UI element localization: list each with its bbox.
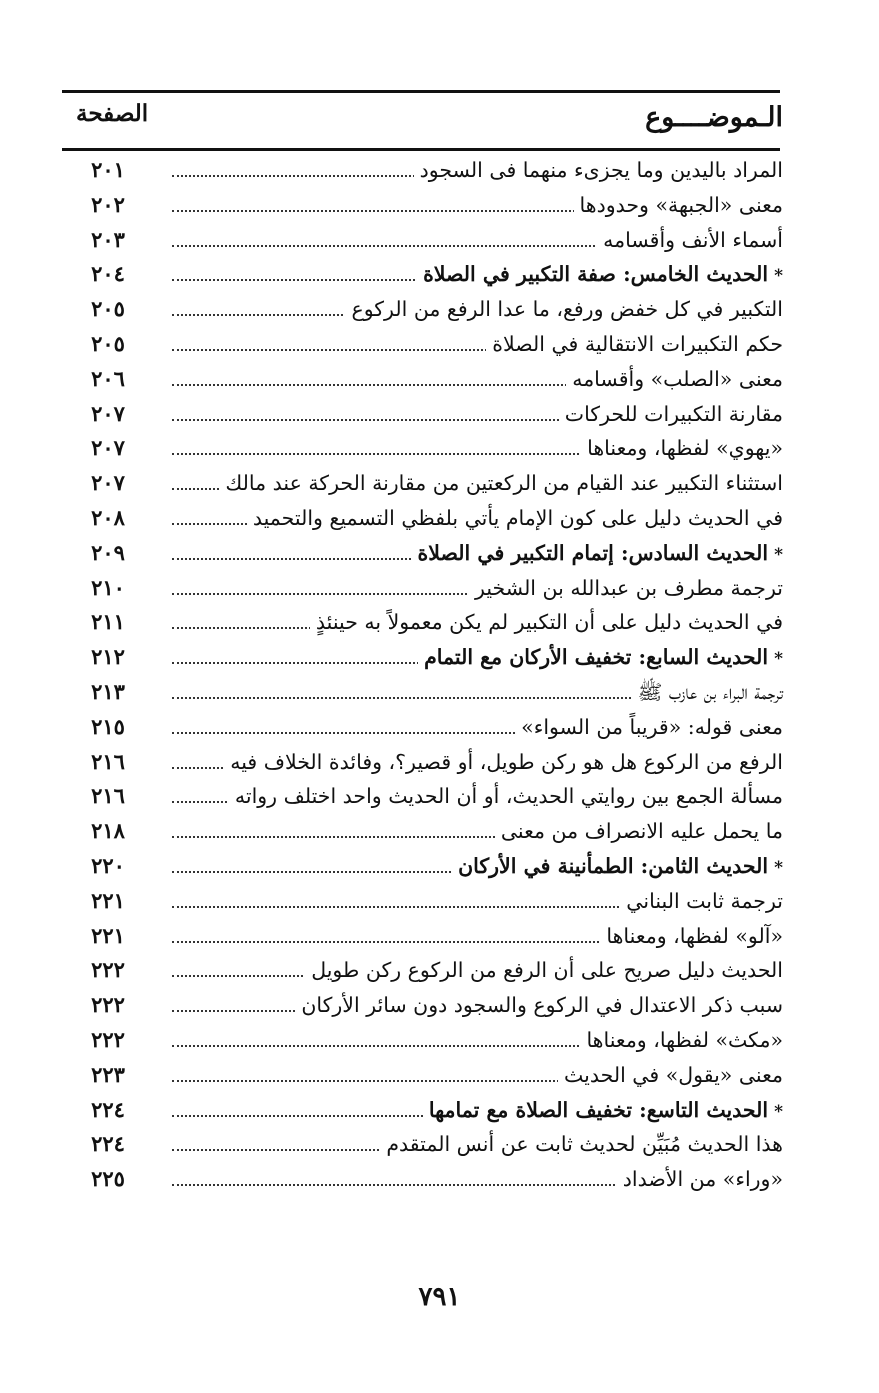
entry-page-number: ٢١٣ — [91, 678, 125, 704]
entry-title — [495, 817, 783, 845]
entry-page-number: ٢٢١ — [91, 887, 125, 913]
entry-page-number: ٢٠٨ — [91, 504, 125, 530]
toc-entry — [0, 1163, 879, 1198]
entry-title-text: الحديث الثامن: الطمأنينة في الأركان — [458, 853, 769, 878]
entry-title-text: حكم التكبيرات الانتقالية في الصلاة — [492, 331, 783, 356]
entry-title — [559, 400, 783, 428]
entry-title — [574, 191, 783, 219]
toc-section-heading — [0, 1094, 879, 1129]
toc-entry — [0, 154, 879, 189]
entry-page-number: ٢٠٧ — [91, 400, 125, 426]
toc-list — [0, 154, 879, 1198]
toc-entry — [0, 328, 879, 363]
entry-title-text: هذا الحديث مُبَيِّن لحديث ثابت عن أنس المتقدم — [386, 1132, 783, 1157]
entry-title — [580, 1026, 783, 1054]
entry-title-text: معنى «يقول» في الحديث — [564, 1062, 783, 1087]
toc-entry — [0, 189, 879, 224]
toc-entry — [0, 606, 879, 641]
entry-title — [380, 1130, 783, 1158]
toc-entry — [0, 815, 879, 850]
entry-page-number: ٢١٢ — [91, 644, 125, 670]
entry-title-text: المراد باليدين وما يجزىء منهما فى السجود — [419, 158, 783, 182]
entry-page-number: ٢١١ — [91, 609, 125, 635]
topic-column-header: الـموضــــوع — [645, 102, 783, 133]
entry-title — [229, 782, 783, 810]
toc-entry — [0, 572, 879, 607]
toc-entry — [0, 293, 879, 328]
entry-title-text: ما يحمل عليه الانصراف من معنى — [500, 819, 783, 844]
toc-entry — [0, 711, 879, 746]
toc-entry — [0, 1059, 879, 1094]
entry-title-text: ترجمة مطرف بن عبدالله بن الشخير — [475, 575, 783, 600]
entry-title-text: الحديث السادس: إتمام التكبير في الصلاة — [417, 540, 769, 565]
entry-page-number: ٢٢٥ — [91, 1166, 125, 1192]
toc-section-heading — [0, 641, 879, 676]
toc-entry — [0, 1024, 879, 1059]
entry-title-text: «وراء» من الأضداد — [622, 1167, 783, 1192]
entry-title-text: أسماء الأنف وأقسامه — [603, 227, 783, 252]
entry-title-text: الحديث التاسع: تخفيف الصلاة مع تمامها — [428, 1097, 769, 1122]
entry-title-text: معنى «الصلب» وأقسامه — [572, 366, 783, 391]
entry-title — [452, 852, 783, 882]
entry-title-text: استثناء التكبير عند القيام من الركعتين من مقارنة الحركة عند مالك — [225, 471, 783, 496]
entry-page-number: ٢٠٩ — [91, 539, 125, 565]
toc-entry — [0, 398, 879, 433]
entry-title — [620, 887, 783, 915]
toc-entry — [0, 989, 879, 1024]
entry-title — [617, 1165, 783, 1193]
top-rule — [62, 90, 780, 93]
entry-title — [310, 608, 783, 636]
toc-entry — [0, 885, 879, 920]
entry-title-text: «مكث» لفظها، ومعناها — [586, 1027, 783, 1052]
toc-entry — [0, 676, 879, 711]
toc-entry — [0, 920, 879, 955]
section-star-icon: * — [774, 649, 783, 670]
entry-page-number: ٢٢٣ — [91, 1061, 125, 1087]
entry-title — [515, 713, 783, 741]
entry-page-number: ٢٢٤ — [91, 1096, 125, 1122]
entry-title-text: مسألة الجمع بين روايتي الحديث، أو أن الحديث واحد اختلف رواته — [234, 784, 783, 809]
entry-page-number: ٢٠١ — [91, 157, 125, 182]
header-rule — [62, 148, 780, 151]
section-star-icon: * — [774, 857, 783, 878]
entry-page-number: ٢٢٢ — [91, 1026, 125, 1052]
entry-page-number: ٢٠٣ — [91, 226, 125, 252]
entry-title — [632, 678, 783, 706]
entry-title — [219, 469, 783, 497]
toc-section-heading — [0, 537, 879, 572]
toc-entry — [0, 467, 879, 502]
section-star-icon: * — [774, 1101, 783, 1122]
entry-title — [600, 922, 783, 950]
entry-title-text: الحديث دليل صريح على أن الرفع من الركوع ركن طويل — [311, 958, 783, 983]
entry-title — [247, 504, 783, 532]
entry-page-number: ٢٠٥ — [91, 296, 125, 322]
toc-entry — [0, 432, 879, 467]
entry-title-text: الحديث السابع: تخفيف الأركان مع التمام — [424, 645, 769, 670]
entry-page-number: ٢٠٤ — [91, 261, 125, 287]
entry-title — [597, 226, 783, 254]
entry-title-text: مقارنة التكبيرات للحركات — [564, 401, 783, 426]
entry-page-number: ٢٠٧ — [91, 435, 125, 461]
entry-title — [345, 295, 783, 323]
entry-title-text: الرفع من الركوع هل هو ركن طويل، أو قصير؟، وفائدة الخلاف فيه — [230, 749, 783, 774]
toc-entry — [0, 363, 879, 398]
entry-page-number: ٢٢٠ — [91, 852, 125, 878]
toc-section-heading — [0, 850, 879, 885]
toc-entry — [0, 746, 879, 781]
entry-title-text: سبب ذكر الاعتدال في الركوع والسجود دون سائر الأركان — [301, 993, 783, 1018]
entry-title — [566, 365, 783, 393]
entry-page-number: ٢٢٢ — [91, 957, 125, 983]
page-number: ٧٩١ — [418, 1282, 461, 1312]
entry-page-number: ٢١٠ — [91, 574, 125, 600]
entry-title — [581, 434, 783, 462]
entry-page-number: ٢٢٤ — [91, 1131, 125, 1157]
entry-title-text: التكبير في كل خفض ورفع، ما عدا الرفع من الركوع — [351, 297, 783, 322]
entry-title — [469, 574, 783, 602]
toc-entry — [0, 502, 879, 537]
entry-title-text: ترجمة البراء بن عازب ﷺ — [637, 679, 783, 704]
entry-title — [558, 1061, 783, 1089]
entry-title — [417, 260, 783, 290]
entry-title-text: «آلو» لفظها، ومعناها — [606, 923, 783, 948]
page-column-header: الصفحة — [76, 100, 149, 127]
section-star-icon: * — [774, 266, 783, 287]
entry-title — [423, 1096, 783, 1126]
entry-title-text: الحديث الخامس: صفة التكبير في الصلاة — [423, 262, 769, 287]
entry-title-text: معنى «الجبهة» وحدودها — [579, 192, 783, 217]
entry-title — [295, 991, 783, 1019]
entry-title-text: «يهوي» لفظها، ومعناها — [587, 436, 783, 461]
entry-page-number: ٢٠٢ — [91, 191, 125, 217]
entry-title — [486, 330, 783, 358]
toc-section-heading — [0, 258, 879, 293]
entry-page-number: ٢٢١ — [91, 922, 125, 948]
toc-entry — [0, 954, 879, 989]
entry-page-number: ٢١٥ — [91, 713, 125, 739]
entry-title-text: معنى قوله: «قريباً من السواء» — [521, 714, 783, 739]
entry-page-number: ٢١٨ — [91, 818, 125, 844]
toc-entry — [0, 780, 879, 815]
entry-page-number: ٢٠٥ — [91, 330, 125, 356]
toc-entry — [0, 1128, 879, 1163]
entry-title — [414, 156, 783, 184]
entry-page-number: ٢١٦ — [91, 748, 125, 774]
entry-page-number: ٢٠٦ — [91, 365, 125, 391]
entry-page-number: ٢٠٧ — [91, 470, 125, 496]
toc-entry — [0, 224, 879, 259]
entry-title-text: في الحديث دليل على أن التكبير لم يكن معمولاً به حينئذٍ — [315, 610, 783, 635]
entry-title-text: في الحديث دليل على كون الإمام يأتي بلفظي التسميع والتحميد — [252, 505, 783, 530]
entry-title — [418, 643, 783, 673]
entry-title-text: ترجمة ثابت البناني — [626, 888, 783, 913]
entry-title — [412, 539, 783, 569]
entry-title — [305, 956, 783, 984]
section-star-icon: * — [774, 544, 783, 565]
entry-page-number: ٢٢٢ — [91, 992, 125, 1018]
entry-page-number: ٢١٦ — [91, 783, 125, 809]
entry-title — [224, 748, 783, 776]
